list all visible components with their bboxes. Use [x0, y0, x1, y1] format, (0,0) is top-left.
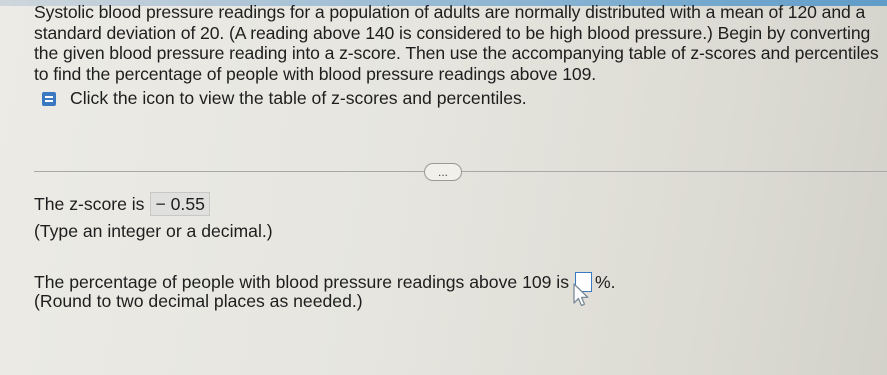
mouse-cursor-icon [572, 282, 590, 308]
percent-suffix: %. [595, 272, 616, 292]
table-link-row[interactable] [42, 88, 527, 109]
percentage-prompt: The percentage of people with blood pressure readings above 109 is [34, 272, 570, 292]
question-text: Systolic blood pressure readings for a population of adults are normally distributed with a mean of 120 and a standard deviation of 20. (A reading above 140 is considered to be high blood pressure.) Begin by converting the given blood pressure reading into a z-score. Then use the accompanying table of z-scores and percentiles to find the percentage of people with blood pressure readings above 109. [34, 2, 879, 84]
percentage-hint: (Round to two decimal places as needed.) [34, 291, 363, 311]
z-score-answer[interactable]: − 0.55 [150, 192, 209, 216]
table-icon[interactable] [42, 92, 56, 106]
table-link-label[interactable]: Click the icon to view the table of z-scores and percentiles. [70, 88, 527, 108]
z-score-prompt: The z-score is [34, 194, 145, 214]
z-score-line [34, 192, 210, 216]
z-score-hint: (Type an integer or a decimal.) [34, 221, 273, 241]
expand-button[interactable]: ... [424, 163, 462, 181]
